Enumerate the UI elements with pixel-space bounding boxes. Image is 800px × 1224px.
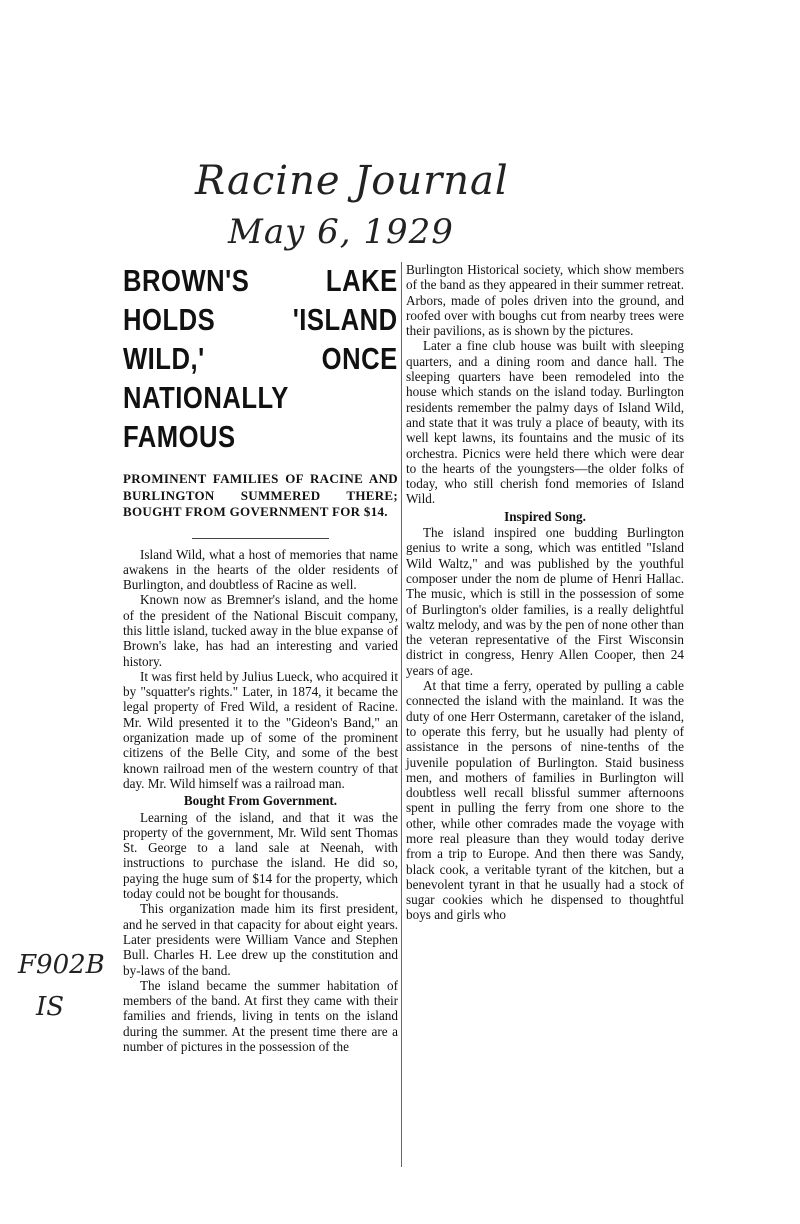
subhead-bought-from-government: Bought From Government. [183, 793, 338, 809]
handwritten-call-number-line-2: IS [36, 992, 65, 1022]
paragraph: Known now as Bremner's island, and the home of the president of the National Biscuit company, this little island, tucked away in the blue expanse of Brown's lake, has had an interesting and varied history. [123, 592, 398, 669]
article-deck: PROMINENT FAMILIES OF RACINE AND BURLINGTON SUMMERED THERE; BOUGHT FROM GOVERNMENT FOR $14. [123, 471, 398, 519]
handwritten-call-number-line-1: F902B [18, 950, 105, 980]
column-divider [401, 262, 402, 1167]
paragraph: Island Wild, what a host of memories that name awakens in the hearts of the older residents of Burlington, and doubtless of Racine as well. [123, 546, 398, 593]
paragraph: At that time a ferry, operated by pulling a cable connected the island with the mainland. It was the duty of one Herr Ostermann, caretaker of the island, to operate this ferry, but he usually had plenty of assistance in the persons of nine-tenths of the juvenile population of Burlington. Staid business men, and mothers of families in Burlington will doubtless well recall blissful summer afternoons spent in pulling the ferry from one shore to the other, while other comrades made the voyage with more real pleasure than they would today derive from a trip to Europe. And then there was Sandy, black cook, a veritable tyrant of the kitchen, but a benevolent tyrant in that he usually had a stock of sugar cookies which he dispensed to thoughtful boys and girls who [406, 678, 684, 923]
handwritten-paper-name: Racine Journal [195, 158, 509, 204]
paragraph: Learning of the island, and that it was the property of the government, Mr. Wild sent Thomas St. George to a land sale at Neenah, with instructions to purchase the island. He did so, paying the huge sum of $14 for the property, which today could not be bought for thousands. [123, 809, 398, 902]
subhead-inspired-song: Inspired Song. [504, 508, 586, 524]
article-right-column [406, 262, 684, 923]
paragraph: It was first held by Julius Lueck, who acquired it by "squatter's rights." Later, in 1874, it became the legal property of Fred Wild, a resident of Racine. Mr. Wild presented it to the "Gideon's Band," an organization made up of some of the prominent citizens of the Belle City, and some of the best known railroad men of the western country of that day. Mr. Wild himself was a railroad man. [123, 668, 398, 791]
handwritten-date: May 6, 1929 [228, 212, 454, 252]
deck-rule [192, 538, 330, 539]
paragraph: The island inspired one budding Burlington genius to write a song, which was entitled "Island Wild Waltz," and was published by the youthful composer under the nom de plume of Henri Hallac. The music, which is still in the possession of some of Burlington's older families, is a really delightful waltz melody, and was by the pen of none other than the veteran representative of the First Wisconsin district in congress, Henry Allen Cooper, then 24 years of age. [406, 525, 684, 678]
article-left-column [123, 262, 398, 1054]
paragraph: This organization made him its first president, and he served in that capacity for about eight years. Later presidents were William Vance and Stephen Bull. Charles H. Lee drew up the constitution and by-laws of the band. [123, 901, 398, 978]
paragraph: The island became the summer habitation of members of the band. At first they came with their families and friends, living in tents on the island during the summer. At the present time there are a number of pictures in the possession of the [123, 977, 398, 1054]
paragraph: Burlington Historical society, which show members of the band as they appeared in their summer retreat. Arbors, made of poles driven into the ground, and roofed over with boughs cut from nearby trees were their pavilions, as is shown by the pictures. [406, 262, 684, 339]
article-headline: BROWN'S LAKE HOLDS 'ISLAND WILD,' ONCE NATIONALLY FAMOUS [123, 264, 398, 454]
paragraph: Later a fine club house was built with sleeping quarters, and a dining room and dance hall. The sleeping quarters have been remodeled into the house which stands on the island today. Burlington residents remember the palmy days of Island Wild, and state that it was truly a place of beauty, with its well kept lawns, its fountains and the music of its orchestra. Picnics were held there which were dear to the hearts of the youngsters—the older folks of today, who still cherish fond memories of Island Wild. [406, 338, 684, 507]
